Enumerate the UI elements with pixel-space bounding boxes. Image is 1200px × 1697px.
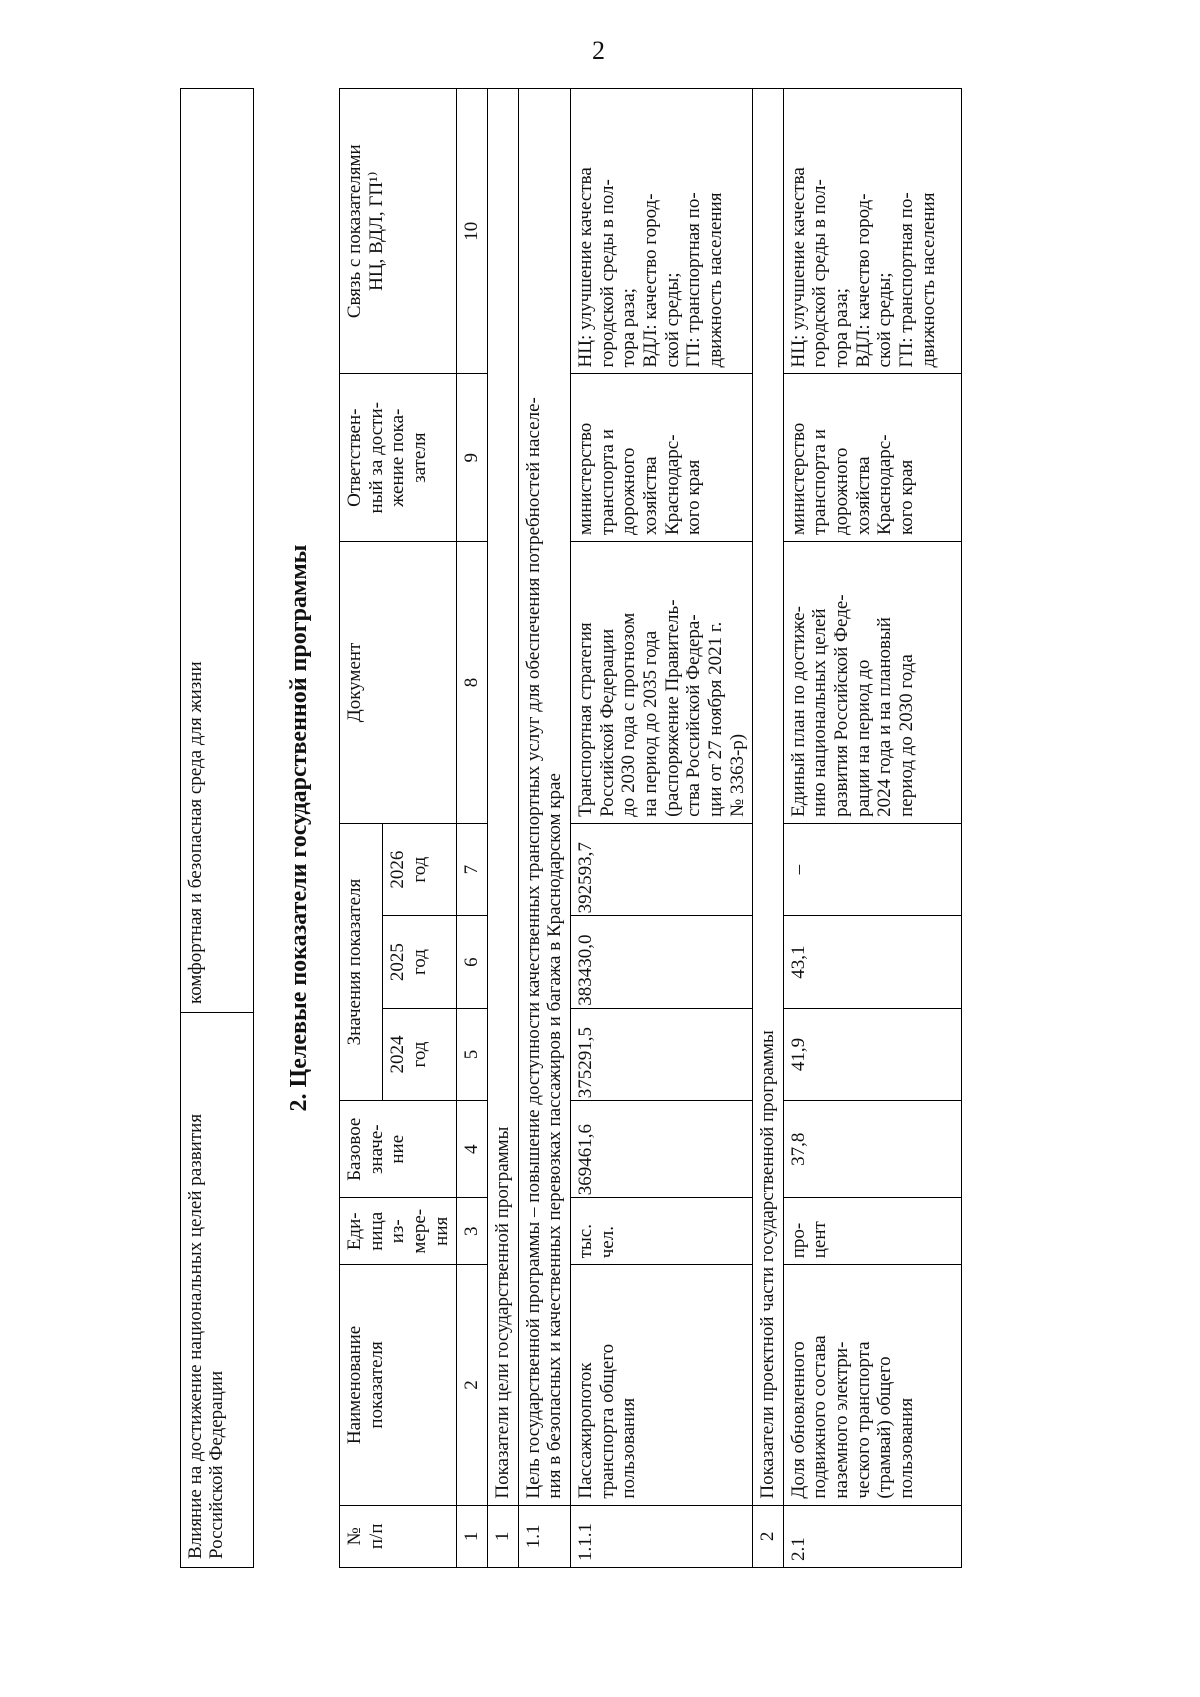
col-number: 7 bbox=[457, 823, 488, 915]
indicator-2026: – bbox=[783, 823, 961, 915]
header-2025: 2025 год bbox=[383, 916, 457, 1008]
header-2026: 2026 год bbox=[383, 823, 457, 915]
indicator-row bbox=[570, 89, 752, 1568]
col-number: 3 bbox=[457, 1198, 488, 1265]
header-resp: Ответствен- ный за дости- жение пока- зателя bbox=[340, 374, 457, 542]
header-link: Связь с показателями НЦ, ВДЛ, ГП¹⁾ bbox=[340, 89, 457, 374]
header-name: Наименование показателя bbox=[340, 1265, 457, 1505]
indicator-2025: 43,1 bbox=[783, 916, 961, 1008]
indicator-row bbox=[783, 89, 961, 1568]
section-row bbox=[487, 89, 518, 1568]
indicator-num: 2.1 bbox=[783, 1505, 961, 1567]
indicator-link: НЦ: улучшение качества городской среды в пол- тора раза; ВДЛ: качество город- ской среды; ГП: транспортная по- движность населения bbox=[570, 89, 752, 374]
indicator-base: 369461,6 bbox=[570, 1101, 752, 1198]
indicator-2024: 375291,5 bbox=[570, 1008, 752, 1100]
col-number: 4 bbox=[457, 1101, 488, 1198]
header-row bbox=[340, 89, 383, 1568]
indicator-unit: про- цент bbox=[783, 1198, 961, 1265]
section-num: 1 bbox=[487, 1505, 518, 1567]
page-number: 2 bbox=[592, 36, 605, 65]
section-row bbox=[753, 89, 784, 1568]
header-values-group: Значения показателя bbox=[340, 823, 383, 1100]
rotated-landscape-content bbox=[180, 88, 1140, 1568]
indicator-link: НЦ: улучшение качества городской среды в пол- тора раза; ВДЛ: качество город- ской среды; ГП: транспортная по- движность населения bbox=[783, 89, 961, 374]
col-number: 5 bbox=[457, 1008, 488, 1100]
indicators-table bbox=[339, 88, 962, 1568]
indicator-unit: тыс. чел. bbox=[570, 1198, 752, 1265]
header-unit: Еди- ница из- мере- ния bbox=[340, 1198, 457, 1265]
impact-label: Влияние на достижение национальных целей развития Российской Федерации bbox=[181, 1012, 253, 1567]
goal-num: 1.1 bbox=[518, 1505, 570, 1567]
indicator-resp: министерство транспорта и дорожного хозяйства Краснодарс- кого края bbox=[783, 374, 961, 542]
header-base: Базовое значе- ние bbox=[340, 1101, 457, 1198]
col-number: 2 bbox=[457, 1265, 488, 1505]
indicator-resp: министерство транспорта и дорожного хозяйства Краснодарс- кого края bbox=[570, 374, 752, 542]
indicator-name: Пассажиропоток транспорта общего пользования bbox=[570, 1265, 752, 1505]
indicator-num: 1.1.1 bbox=[570, 1505, 752, 1567]
indicator-doc: Транспортная стратегия Российской Федерации до 2030 года с прогнозом на период до 2035 года (распоряжение Правитель- ства Российской Федера- ции от 27 ноября 2021 г. № 3363-р) bbox=[570, 541, 752, 823]
goal-row bbox=[518, 89, 570, 1568]
col-number: 10 bbox=[457, 89, 488, 374]
header-2024: 2024 год bbox=[383, 1008, 457, 1100]
indicator-2026: 392593,7 bbox=[570, 823, 752, 915]
col-number: 6 bbox=[457, 916, 488, 1008]
col-number: 8 bbox=[457, 541, 488, 823]
impact-value: комфортная и безопасная среда для жизни bbox=[185, 661, 206, 1004]
col-number: 1 bbox=[457, 1505, 488, 1567]
indicator-2025: 383430,0 bbox=[570, 916, 752, 1008]
indicator-doc: Единый план по достиже- нию национальных целей развития Российской Феде- рации на период до 2024 года и на плановый период до 2030 года bbox=[783, 541, 961, 823]
header-num: № п/п bbox=[340, 1505, 457, 1567]
indicator-2024: 41,9 bbox=[783, 1008, 961, 1100]
header-doc: Документ bbox=[340, 541, 457, 823]
section-text: Показатели цели государственной программы bbox=[487, 89, 518, 1506]
section-text: Показатели проектной части государственной программы bbox=[753, 89, 784, 1506]
col-number: 9 bbox=[457, 374, 488, 542]
goal-text: Цель государственной программы – повышение доступности качественных транспортных услуг для обеспечения потребностей населе- ния в безопасных и качественных перевозках пассажиров и багажа в Краснодарском крае bbox=[518, 89, 570, 1506]
indicator-base: 37,8 bbox=[783, 1101, 961, 1198]
impact-box bbox=[180, 88, 254, 1568]
section-title: 2. Целевые показатели государственной программы bbox=[286, 544, 312, 1112]
indicator-name: Доля обновленного подвижного состава наземного электри- ческого транспорта (трамвай) общего пользования bbox=[783, 1265, 961, 1505]
column-numbers-row bbox=[457, 89, 488, 1568]
section-num: 2 bbox=[753, 1505, 784, 1567]
